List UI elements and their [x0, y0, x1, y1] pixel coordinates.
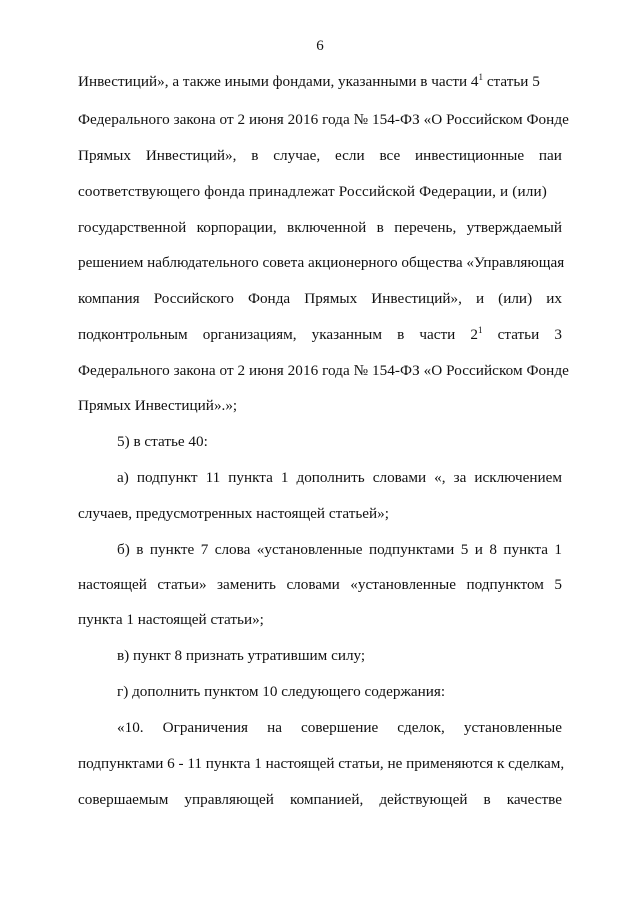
word: совершаемым: [78, 791, 169, 808]
word: «10.: [117, 719, 144, 736]
word: перечень,: [394, 219, 457, 236]
word: 11: [205, 469, 221, 486]
text-line-3: [78, 146, 562, 166]
word: если: [335, 147, 365, 164]
word: (или): [498, 290, 533, 307]
word: в: [376, 219, 384, 236]
text-line-6: решением наблюдательного совета акционерного общества «Управляющая: [78, 254, 565, 271]
word: установленные: [463, 719, 562, 736]
word: компания: [78, 290, 140, 307]
text-line-20: подпунктами 6 - 11 пункта 1 настоящей статьи, не применяются к сделкам,: [78, 755, 565, 772]
word: словами: [372, 469, 427, 486]
word: «,: [434, 469, 446, 486]
word: пункта: [228, 469, 273, 486]
word: 1: [280, 469, 289, 486]
word: указанным: [311, 326, 382, 343]
word: подпункт: [136, 469, 198, 486]
text-line-19: [117, 718, 562, 738]
word: 3: [554, 326, 562, 343]
text-line-4: соответствующего фонда принадлежат Российской Федерации, и (или): [78, 183, 547, 200]
word: Прямых: [78, 147, 131, 164]
word: пункте: [149, 541, 195, 558]
text-line-7: [78, 289, 562, 309]
word: дополнить: [296, 469, 365, 486]
word: сделок,: [397, 719, 445, 736]
word: Ограничения: [162, 719, 249, 736]
word: настоящей: [78, 576, 147, 593]
superscript-1: 1: [478, 325, 483, 335]
word: Фонда: [247, 290, 291, 307]
word: [470, 325, 482, 345]
word: 1: [554, 541, 562, 558]
word: Инвестиций»,: [145, 147, 237, 164]
word: словами: [286, 576, 340, 593]
word: их: [546, 290, 562, 307]
text-line-16: пункта 1 настоящей статьи»;: [78, 611, 264, 628]
word: б): [117, 541, 130, 558]
word: части: [419, 326, 456, 343]
word: и: [474, 541, 483, 558]
word: «установленные: [256, 541, 363, 558]
text-line-14: [117, 540, 562, 560]
word: подпунктами: [368, 541, 455, 558]
word: подпунктом: [466, 576, 544, 593]
word: пункта: [503, 541, 548, 558]
word: на: [267, 719, 282, 736]
word-part: 2: [470, 326, 478, 343]
text-line-17: в) пункт 8 признать утратившим силу;: [117, 647, 366, 664]
word: случае,: [273, 147, 321, 164]
word: Российского: [153, 290, 234, 307]
text-line-11: 5) в статье 40:: [117, 433, 208, 450]
word: государственной: [78, 219, 187, 236]
page-number: 6: [316, 38, 324, 54]
text-line-9: Федерального закона от 2 июня 2016 года № 154-ФЗ «О Российском Фонде: [78, 362, 569, 379]
word: в: [483, 791, 491, 808]
word: статьи»: [157, 576, 207, 593]
text-line-2: Федерального закона от 2 июня 2016 года № 154-ФЗ «О Российском Фонде: [78, 111, 569, 128]
word: 7: [200, 541, 209, 558]
word: инвестиционные: [415, 147, 525, 164]
text-line-21: [78, 790, 562, 810]
text-line-8: [78, 325, 562, 345]
word: и: [475, 290, 485, 307]
word: качестве: [506, 791, 562, 808]
word: слова: [214, 541, 251, 558]
text-line-12: [117, 468, 562, 488]
text-line-13: случаев, предусмотренных настоящей статьей»;: [78, 505, 389, 522]
text-line-10: Прямых Инвестиций».»;: [78, 397, 238, 414]
word: корпорации,: [196, 219, 277, 236]
word: Прямых: [304, 290, 358, 307]
word: за: [453, 469, 467, 486]
word: управляющей: [184, 791, 274, 808]
word: Инвестиций»,: [371, 290, 462, 307]
word: паи: [538, 147, 562, 164]
word: статьи: [497, 326, 540, 343]
word: подконтрольным: [78, 326, 188, 343]
word: в: [397, 326, 405, 343]
word: действующей: [379, 791, 468, 808]
word: компанией,: [289, 791, 364, 808]
superscript-1: 1: [478, 72, 484, 82]
word: утверждаемый: [466, 219, 562, 236]
line-1-text-a: Инвестиций», а также иными фондами, указанными в части 4: [78, 73, 479, 90]
word: в: [251, 147, 259, 164]
word: «установленные: [350, 576, 456, 593]
text-line-1: [78, 72, 562, 92]
word: совершение: [301, 719, 379, 736]
text-line-18: г) дополнить пунктом 10 следующего содержания:: [117, 683, 446, 700]
line-1-text-b: статьи 5: [483, 73, 540, 90]
text-line-5: [78, 218, 562, 238]
word: все: [379, 147, 401, 164]
text-line-15: [78, 575, 562, 595]
word: включенной: [287, 219, 367, 236]
word: исключением: [474, 469, 562, 486]
word: а): [117, 469, 129, 486]
word: 5: [554, 576, 562, 593]
word: в: [136, 541, 144, 558]
word: 5: [460, 541, 469, 558]
word: организациям,: [202, 326, 297, 343]
word: 8: [489, 541, 497, 558]
word: заменить: [217, 576, 276, 593]
